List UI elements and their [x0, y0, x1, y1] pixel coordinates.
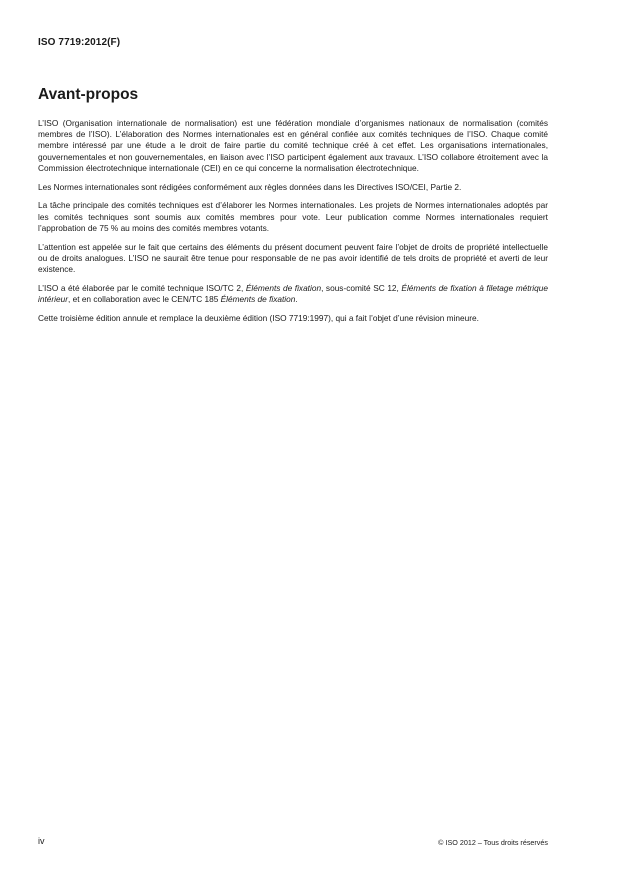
- foreword-body: [38, 118, 548, 332]
- subcommittee-title-italic: Éléments de fixation à filetage métrique intérieur: [38, 282, 548, 305]
- section-title: Avant-propos: [38, 86, 139, 103]
- paragraph-committee-tasks: La tâche principale des comités techniques est d’élaborer les Normes internationales. Les projets de Normes internationales adoptés par les comités techniques sont soumis aux comités membres pour vote. Leur publication comme Normes internationales requiert l’approbation de 75 % au moins des comités membres votants.: [38, 200, 548, 233]
- paragraph-text-segment: L’ISO a été élaborée par le comité technique ISO/TC 2,: [38, 282, 246, 293]
- paragraph-patent-rights: L’attention est appelée sur le fait que certains des éléments du présent document peuvent faire l’objet de droits de propriété intellectuelle ou de droits analogues. L’ISO ne saurait être tenue pour responsable de ne pas avoir identifié de tels droits de propriété et averti de leur existence.: [38, 241, 548, 275]
- paragraph-iso-organisation: L’ISO (Organisation internationale de normalisation) est une fédération mondiale d’organismes nationaux de normalisation (comités membres de l’ISO). L’élaboration des Normes internationales est en général confiée aux comités techniques de l’ISO. Chaque comité membre intéressé par une étude a le droit de faire partie du comité technique créé à cet effet. Les organisations internationales, gouvernementales et non gouvernementales, en liaison avec l’ISO participent également aux travaux. L’ISO collabore étroitement avec la Commission électrotechnique internationale (CEI) en ce qui concerne la normalisation électrotechnique.: [38, 118, 548, 173]
- copyright-notice: © ISO 2012 – Tous droits réservés: [438, 838, 548, 847]
- committee-title-italic: Éléments de fixation: [245, 282, 322, 293]
- paragraph-text-segment: , sous-comité SC 12,: [321, 282, 402, 293]
- page-number: iv: [38, 836, 45, 846]
- paragraph-edition-note: Cette troisième édition annule et remplace la deuxième édition (ISO 7719:1997), qui a fait l’objet d’une révision mineure.: [38, 312, 479, 323]
- paragraph-drafting-rules: Les Normes internationales sont rédigées conformément aux règles données dans les Directives ISO/CEI, Partie 2.: [38, 181, 462, 192]
- paragraph-text-segment: , et en collaboration avec le CEN/TC 185: [67, 294, 221, 305]
- cen-committee-title-italic: Éléments de fixation: [220, 294, 296, 305]
- paragraph-text-segment: .: [295, 294, 298, 305]
- paragraph-preparing-committee: [38, 283, 548, 305]
- document-id-header: ISO 7719:2012(F): [38, 37, 121, 48]
